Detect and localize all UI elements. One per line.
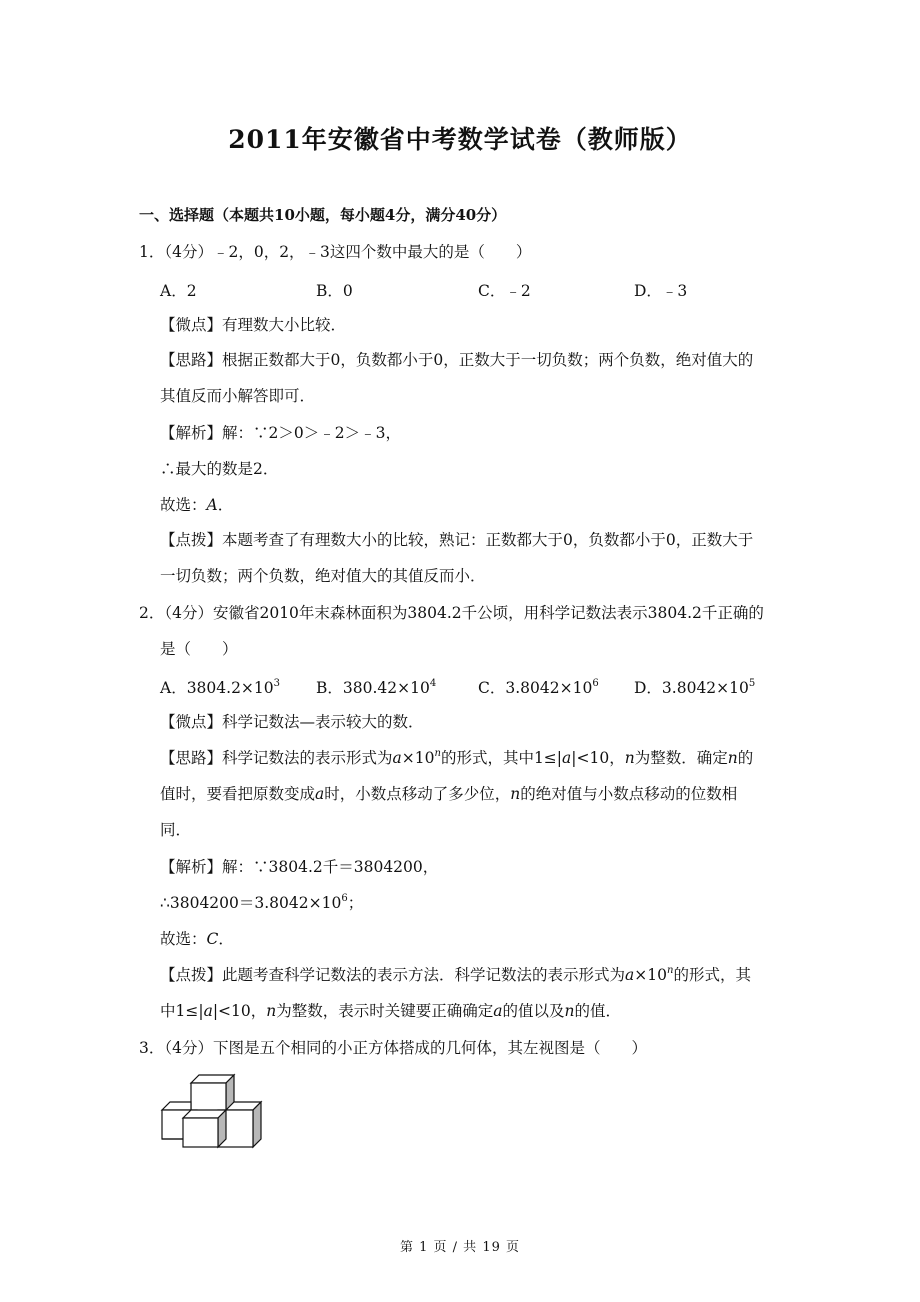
q2-silu-part: |<10， bbox=[571, 749, 625, 767]
q2-option-a-exp: 3 bbox=[273, 678, 281, 689]
q1-dianbo-line1: 【点拨】本题考查了有理数大小的比较，熟记：正数都大于0，负数都小于0，正数大于 bbox=[160, 531, 754, 549]
q2-dianbo-part: |<10， bbox=[212, 1002, 267, 1020]
q1-weidian: 【微点】有理数大小比较． bbox=[160, 316, 347, 334]
q2-option-c-exp: 6 bbox=[592, 678, 599, 689]
q2-dianbo-part: 的值以及 bbox=[502, 1002, 565, 1020]
q2-answer-prefix: 故选： bbox=[160, 930, 207, 948]
q2-dianbo-var: n bbox=[266, 1002, 277, 1020]
q2-silu-line3: 同． bbox=[160, 821, 192, 839]
q2-silu-part: 的形式，其中1≤| bbox=[440, 749, 563, 767]
q1-option-c: C．﹣2 bbox=[478, 282, 531, 300]
q2-silu-line1 bbox=[160, 748, 753, 768]
section-heading: 一、选择题（本题共10小题，每小题4分，满分40分） bbox=[139, 206, 507, 224]
q2-option-b-exp: 4 bbox=[429, 678, 437, 689]
q2-silu-var: a bbox=[315, 785, 325, 803]
q2-silu-var: a bbox=[392, 749, 402, 767]
cube-side-face bbox=[253, 1102, 261, 1147]
q2-silu-part: 的 bbox=[737, 749, 754, 767]
page-title: 2011年安徽省中考数学试卷（教师版） bbox=[228, 125, 692, 154]
cube-front-face bbox=[191, 1083, 226, 1111]
q2-dianbo-part: 中1≤| bbox=[160, 1002, 204, 1020]
q2-dianbo-part: ×10 bbox=[634, 966, 667, 984]
cube-stack-figure bbox=[158, 1073, 270, 1149]
q2-silu-part: 的绝对值与小数点移动的位数相 bbox=[520, 785, 738, 803]
q1-silu-line1: 【思路】根据正数都大于0，负数都小于0，正数大于一切负数；两个负数，绝对值大的 bbox=[160, 351, 754, 369]
q1-jiexi-line1: 【解析】解：∵2＞0＞﹣2＞﹣3， bbox=[160, 424, 401, 442]
q2-silu-var: n bbox=[727, 749, 738, 767]
q2-option-a-base: A．3804.2×10 bbox=[160, 679, 274, 697]
q1-option-b: B．0 bbox=[316, 282, 353, 300]
q2-dianbo-line2 bbox=[160, 1001, 621, 1021]
q2-weidian: 【微点】科学记数法—表示较大的数． bbox=[160, 713, 424, 731]
q2-jiexi-line2 bbox=[160, 893, 363, 913]
q2-jiexi-exp: 6 bbox=[341, 893, 348, 904]
q2-dianbo-var: n bbox=[666, 965, 674, 976]
q2-silu-var: a bbox=[562, 749, 572, 767]
cube-front-face bbox=[183, 1118, 218, 1147]
question-3-stem: 3．（4分）下图是五个相同的小正方体搭成的几何体，其左视图是（ ） bbox=[139, 1039, 647, 1057]
q2-option-b bbox=[316, 676, 436, 698]
q2-dianbo-var: a bbox=[625, 966, 635, 984]
q1-answer-suffix: ． bbox=[217, 496, 234, 514]
question-2-stem-line2: 是（ ） bbox=[160, 640, 238, 658]
q1-silu-line2: 其值反而小解答即可． bbox=[160, 387, 316, 405]
q2-option-b-base: B．380.42×10 bbox=[316, 679, 430, 697]
q2-dianbo-var: n bbox=[564, 1002, 575, 1020]
q1-option-a: A．2 bbox=[160, 282, 197, 300]
q1-dianbo-line2: 一切负数；两个负数，绝对值大的其值反而小． bbox=[160, 567, 486, 585]
q2-silu-var: n bbox=[624, 749, 635, 767]
q2-silu-var: n bbox=[510, 785, 521, 803]
q1-answer-letter: A bbox=[206, 496, 218, 514]
question-2-stem-line1: 2．（4分）安徽省2010年末森林面积为3804.2千公顷，用科学记数法表示3804.2千正确的 bbox=[139, 604, 764, 622]
page-footer: 第 1 页 / 共 19 页 bbox=[400, 1240, 520, 1255]
q2-option-a bbox=[160, 676, 280, 698]
q2-answer bbox=[160, 929, 234, 949]
q2-answer-suffix: ． bbox=[218, 930, 234, 948]
q2-dianbo-line1 bbox=[160, 965, 751, 985]
q2-jiexi-line1: 【解析】解：∵3804.2千＝3804200， bbox=[160, 858, 439, 876]
q1-answer bbox=[160, 495, 233, 515]
q2-dianbo-var: a bbox=[203, 1002, 213, 1020]
q2-silu-part: 值时，要看把原数变成 bbox=[160, 785, 316, 803]
q2-silu-part: 为整数．确定 bbox=[634, 749, 728, 767]
q2-jiexi-part: ∴3804200＝3.8042×10 bbox=[160, 894, 342, 912]
q2-silu-part: 【思路】科学记数法的表示形式为 bbox=[160, 749, 393, 767]
q1-option-d: D．﹣3 bbox=[634, 282, 688, 300]
q2-dianbo-part: 【点拨】此题考查科学记数法的表示方法．科学记数法的表示形式为 bbox=[160, 966, 626, 984]
q2-option-d bbox=[634, 676, 755, 698]
q2-answer-letter: C bbox=[206, 930, 219, 948]
q2-dianbo-part: 为整数，表示时关键要正确确定 bbox=[276, 1002, 494, 1020]
q2-silu-line2 bbox=[160, 784, 737, 804]
q1-jiexi-line2: ∴最大的数是2． bbox=[160, 460, 279, 478]
q1-answer-prefix: 故选： bbox=[160, 496, 207, 514]
q2-option-d-exp: 5 bbox=[748, 678, 756, 689]
q2-dianbo-part: 的值． bbox=[574, 1002, 622, 1020]
q2-silu-part: ×10 bbox=[401, 749, 435, 767]
q2-option-d-base: D．3.8042×10 bbox=[634, 679, 749, 697]
q2-option-c-base: C．3.8042×10 bbox=[478, 679, 593, 697]
q2-silu-var: n bbox=[434, 748, 441, 759]
question-1-stem: 1．（4分）﹣2，0，2，﹣3这四个数中最大的是（ ） bbox=[139, 243, 532, 261]
cube-top-face bbox=[162, 1102, 191, 1110]
q2-dianbo-part: 的形式，其 bbox=[673, 966, 751, 984]
q2-dianbo-var: a bbox=[493, 1002, 503, 1020]
q2-option-c bbox=[478, 676, 599, 698]
q2-jiexi-part: ； bbox=[347, 894, 364, 912]
q2-silu-part: 时，小数点移动了多少位， bbox=[324, 785, 511, 803]
